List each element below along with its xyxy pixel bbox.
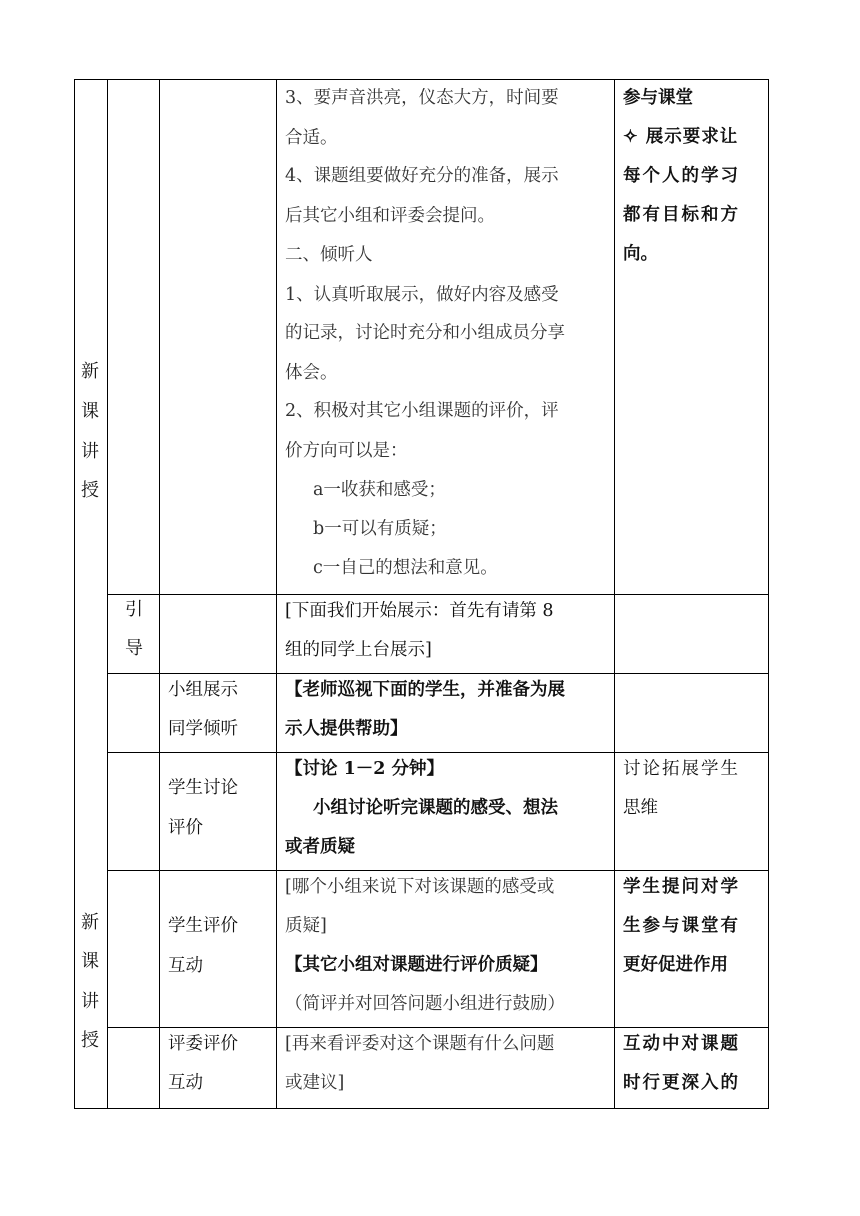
content-line: 价方向可以是： bbox=[285, 441, 408, 461]
intent-line: 讨论拓展学生 bbox=[623, 759, 740, 779]
intent-line: 思维 bbox=[623, 798, 658, 818]
content-line: [下面我们开始展示：首先有请第 8 bbox=[285, 601, 554, 621]
activity-label: 互动 bbox=[168, 956, 203, 976]
content-line: 4、课题组要做好充分的准备，展示 bbox=[285, 166, 559, 186]
content-line: 二、倾听人 bbox=[285, 245, 373, 265]
intent-line: 学生提问对学 bbox=[623, 877, 740, 897]
content-line: 或建议] bbox=[285, 1073, 345, 1093]
step-char: 引 bbox=[125, 599, 143, 620]
content-line: 【讨论 1－2 分钟】 bbox=[285, 759, 445, 779]
intent-line: 参与课堂 bbox=[623, 88, 693, 108]
intent-line: 时行更深入的 bbox=[623, 1073, 740, 1093]
content-line: 小组讨论听完课题的感受、想法 bbox=[313, 798, 558, 818]
section-char: 授 bbox=[81, 1030, 99, 1051]
content-line: 【其它小组对课题进行评价质疑】 bbox=[285, 955, 548, 975]
content-line: [哪个小组来说下对该课题的感受或 bbox=[285, 877, 555, 897]
step-char: 导 bbox=[125, 638, 143, 659]
activity-label: 同学倾听 bbox=[168, 719, 238, 739]
content-line: b一可以有质疑； bbox=[313, 519, 447, 539]
activity-label: 互动 bbox=[168, 1073, 203, 1093]
content-line: c一自己的想法和意见。 bbox=[313, 558, 498, 578]
section-char: 新 bbox=[81, 361, 99, 382]
content-line: [再来看评委对这个课题有什么问题 bbox=[285, 1034, 555, 1054]
intent-line: 每个人的学习 bbox=[623, 166, 740, 186]
activity-label: 评委评价 bbox=[168, 1034, 238, 1054]
section-char: 讲 bbox=[81, 991, 99, 1012]
activity-label: 学生评价 bbox=[168, 916, 238, 936]
content-line: 的记录，讨论时充分和小组成员分享 bbox=[285, 323, 565, 343]
content-line: 后其它小组和评委会提问。 bbox=[285, 206, 495, 226]
activity-label: 评价 bbox=[168, 818, 203, 838]
intent-line: 更好促进作用 bbox=[623, 955, 728, 975]
section-char: 新 bbox=[81, 912, 99, 933]
content-line: 1、认真听取展示，做好内容及感受 bbox=[285, 285, 559, 305]
intent-line: ✧ 展示要求让 bbox=[623, 127, 739, 147]
content-line: 3、要声音洪亮，仪态大方，时间要 bbox=[285, 88, 559, 108]
activity-label: 小组展示 bbox=[168, 680, 238, 700]
content-line: 【老师巡视下面的学生，并准备为展 bbox=[285, 680, 565, 700]
content-line: a一收获和感受； bbox=[313, 480, 446, 500]
intent-line: 向。 bbox=[623, 244, 658, 264]
content-line: 合适。 bbox=[285, 128, 338, 148]
content-line: 2、积极对其它小组课题的评价，评 bbox=[285, 401, 559, 421]
section-char: 讲 bbox=[81, 441, 99, 462]
intent-line: 互动中对课题 bbox=[623, 1034, 740, 1054]
content-line: 质疑] bbox=[285, 916, 327, 936]
content-line: 体会。 bbox=[285, 363, 338, 383]
activity-label: 学生讨论 bbox=[168, 778, 238, 798]
section-char: 授 bbox=[81, 480, 99, 501]
content-line: 或者质疑 bbox=[285, 837, 355, 857]
section-char: 课 bbox=[81, 951, 99, 972]
intent-line: 生参与课堂有 bbox=[623, 916, 740, 936]
content-line: （简评并对回答问题小组进行鼓励） bbox=[285, 994, 565, 1014]
content-line: 组的同学上台展示] bbox=[285, 640, 432, 660]
content-line: 示人提供帮助】 bbox=[285, 719, 408, 739]
section-char: 课 bbox=[81, 401, 99, 422]
intent-line: 都有目标和方 bbox=[623, 205, 740, 225]
